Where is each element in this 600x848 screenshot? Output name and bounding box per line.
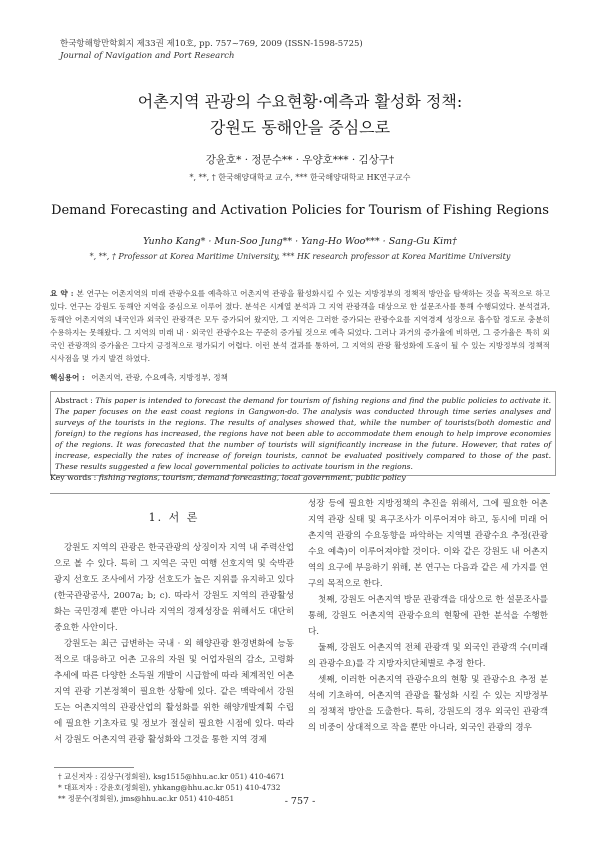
footnote-corresponding-author: † 교신저자 : 김상구(정회원), ksg1515@hhu.ac.kr 051) 410-4671	[58, 772, 285, 781]
keywords-ko-text: 어촌지역, 관광, 수요예측, 지방정부, 정책	[91, 373, 228, 382]
abstract-ko-label: 요 약 :	[50, 289, 74, 298]
journal-citation: 한국항해항만학회지 제33권 제10호, pp. 757~769, 2009 (ISSN-1598-5725)	[60, 39, 363, 49]
keywords-ko	[50, 372, 550, 383]
right-column	[308, 496, 548, 736]
keywords-en-text: fishing regions, tourism, demand forecasting, local government, public policy	[98, 473, 406, 482]
footnote-coauthor: ** 정문수(정회원), jms@hhu.ac.kr 051) 410-4851	[58, 794, 235, 803]
keywords-en	[50, 473, 550, 482]
abstract-ko-text: 본 연구는 어촌지역의 미래 관광수요를 예측하고 어촌지역 관광을 활성화시킬 수 있는 지방정부의 정책적 방안을 탐색하는 것을 목적으로 하고 있다. 연구는 강원도 동해안 지역을 중심으로 이루어 졌다. 분석은 시계열 분석과 그 지역 관광객을 대상으로 한 설문조사를 통해 수행되었다. 분석결과, 동해안 어촌지역의 내국인과 외국인 관광객은 모두 증가되어 왔지만, 그 지역은 그러한 증가되는 관광수요를 지역경제 성장으로 흡수할 정도로 충분히 수용하지는 못해왔다. 그 지역의 미래 내 · 외국인 관광수요는 꾸준히 증가될 것으로 예측 되었다. 그러나 과거의 증가율에 비하면, 그 증가율은 특히 외국인 관광객의 증가율은 그다지 긍정적으로 평가되기 어렵다. 이런 분석 결과를 통하여, 그 지역의 관광 활성화에 도움이 될 수 있는 지방정부의 정책적 시사점을 몇 가지 발견 하였다.	[50, 289, 550, 363]
section-divider	[50, 493, 550, 494]
affiliation-ko: *, **, † 한국해양대학교 교수, *** 한국해양대학교 HK연구교수	[189, 173, 411, 182]
authors-ko: 강윤호* · 정문수** · 우양호*** · 김상구†	[205, 154, 395, 166]
title-ko-line1: 어촌지역 관광의 수요현황·예측과 활성화 정책:	[137, 92, 463, 111]
title-en: Demand Forecasting and Activation Policies for Tourism of Fishing Regions	[51, 203, 549, 218]
body-paragraph: 첫째, 강원도 어촌지역 방문 관광객을 대상으로 한 설문조사를 통해, 강원도 어촌지역 관광수요의 현황에 관한 분석을 수행한다.	[308, 595, 548, 637]
title-ko-line2: 강원도 동해안을 중심으로	[209, 118, 391, 137]
section-heading-introduction: 1. 서 론	[148, 511, 200, 524]
footnote-lead-author: * 대표저자 : 강윤호(정회원), yhkang@hhu.ac.kr 051) 410-4732	[58, 783, 281, 792]
body-paragraph: 셋째, 이러한 어촌지역 관광수요의 현황 및 관광수요 추정 분석에 기초하여, 어촌지역 관광을 활성화 시킬 수 있는 지방정부의 정책적 방안을 도출한다. 특히, 강원도의 경우 외국인 관광객의 비중이 상대적으로 작을 뿐만 아니라, 외국인 관광의 경우	[308, 675, 548, 733]
journal-name-en: Journal of Navigation and Port Research	[60, 51, 235, 61]
footnote-rule	[54, 767, 134, 768]
affiliation-en: *, **, † Professor at Korea Maritime University, *** HK research professor at Korea Maritime University	[89, 252, 511, 261]
journal-header	[60, 38, 363, 62]
abstract-en	[50, 391, 556, 476]
keywords-ko-label: 핵심용어 :	[50, 373, 85, 382]
body-paragraph: 둘째, 강원도 어촌지역 전체 관광객 및 외국인 관광객 수(미래의 관광수요)를 각 지방자치단체별로 추정 한다.	[308, 643, 548, 669]
body-paragraph: 강원도는 최근 급변하는 국내 · 외 해양관광 환경변화에 능동적으로 대응하고 어촌 고유의 자원 및 어업자원의 감소, 고령화 추세에 따른 다양한 소득원 개발이 시급함에 따라 체계적인 어촌지역 관광 기본정책이 필요한 상황에 있다. 같은 맥락에서 강원도는 어촌지역의 관광산업의 활성화를 위한 해양개발계획 수립에 필요한 기초자료 및 정보가 절실히 필요한 시점에 있다. 따라서 강원도 어촌지역 관광 활성화와 그것을 통한 지역 경제	[54, 639, 294, 745]
body-paragraph: 강원도 지역의 관광은 한국관광의 상징이자 지역 내 주력산업으로 볼 수 있다. 특히 그 지역은 국민 여행 선호지역 및 숙박관광지 선호도 조사에서 가장 선호도가 높은 지위를 유지하고 있다(한국관광공사, 2007a; b; c). 따라서 강원도 지역의 관광활성화는 국민경제 뿐만 아니라 지역의 경제성장을 위해서도 대단히 중요한 사안이다.	[54, 543, 294, 633]
body-paragraph: 성장 등에 필요한 지방정책의 추진을 위해서, 그에 필요한 어촌지역 관광 실태 및 욕구조사가 이루어져야 하고, 동시에 미래 어촌지역 관광의 수요동향을 파악하는 지역별 관광수요 추정(관광수요 예측)이 이루어져야할 것이다. 이와 같은 강원도 내 어촌지역의 요구에 부응하기 위해, 본 연구는 다음과 같은 세 가지를 연구의 목적으로 한다.	[308, 499, 548, 589]
authors-en: Yunho Kang* · Mun-Soo Jung** · Yang-Ho Woo*** · Sang-Gu Kim†	[143, 236, 457, 247]
keywords-en-label: Key words :	[50, 473, 97, 482]
abstract-en-label: Abstract :	[55, 396, 93, 405]
abstract-ko	[50, 287, 550, 365]
abstract-en-text: This paper is intended to forecast the demand for tourism of fishing regions and find the public policies to activate it. The paper focuses on the east coast regions in Gangwon-do. The analysis was conducted through time series analyses and surveys of the tourists in the regions. The results of analyses showed that, while the number of tourists(both domestic and foreign) to the regions has increased, the regions have not been able to accommodate them enough to help improve economies of the regions. It was forecasted that the number of tourists will significantly increase in the future. However, that rates of increase, especially the rates of increase of foreign tourists, cannot be evaluated positively compared to those of the past. These results suggested a few local governmental policies to activate tourism in the regions.	[55, 396, 551, 471]
page-number: - 757 -	[284, 796, 316, 807]
left-column	[54, 540, 294, 748]
